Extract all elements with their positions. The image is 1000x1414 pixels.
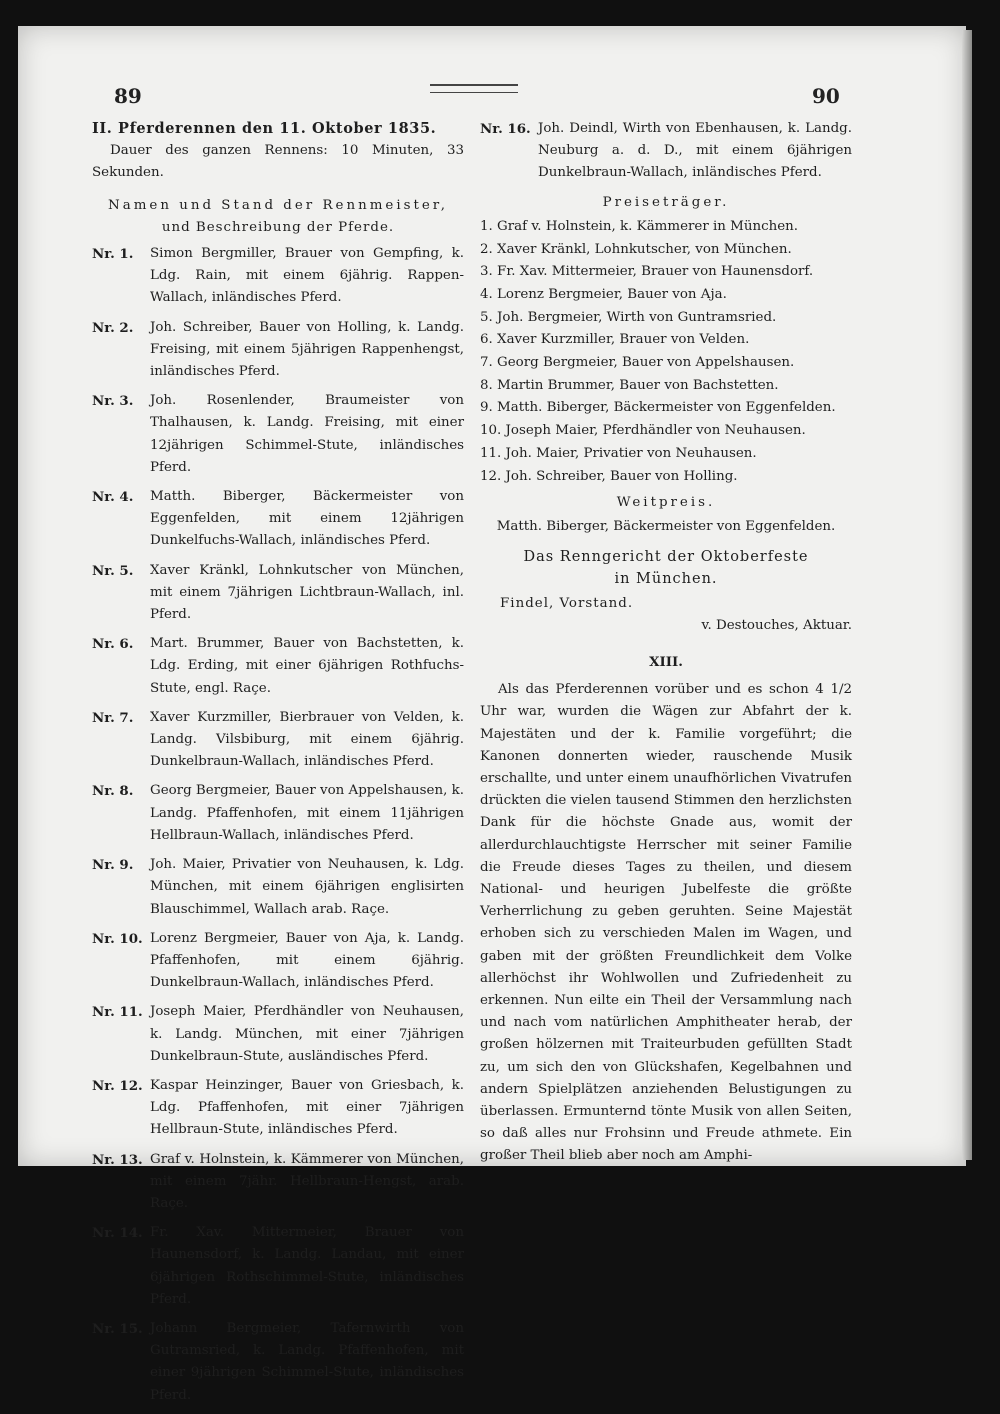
winner-item: 6. Xaver Kurzmiller, Brauer von Velden. (480, 332, 750, 348)
winner-item: 3. Fr. Xav. Mittermeier, Brauer von Haunensdorf. (480, 264, 814, 280)
section-number: XIII. (649, 653, 683, 670)
entrant-number: Nr. 2. (92, 319, 134, 336)
winner-item: 9. Matth. Biberger, Bäckermeister von Eggenfelden. (480, 400, 836, 416)
left-column (92, 118, 464, 1414)
entrant-text: Joseph Maier, Pferdhändler von Neuhausen, k. Landg. München, mit einer 7jährigen Dunkelbraun-Stute, ausländisches Pferd. (150, 1004, 464, 1064)
entrant-entry (92, 317, 464, 384)
right-column (480, 118, 852, 1168)
entrant-entry (92, 1001, 464, 1068)
entrants-subtitle-2: und Beschreibung der Pferde. (161, 219, 395, 235)
entrant-number: Nr. 16. (480, 121, 531, 137)
entrant-number: Nr. 6. (92, 636, 134, 653)
entrant-number: Nr. 13. (92, 1151, 143, 1168)
winners-list (480, 216, 852, 488)
entrant-entry (92, 243, 464, 310)
winners-heading: Preiseträger. (602, 194, 730, 210)
page-number-left: 89 (114, 84, 142, 108)
entrant-text: Matth. Biberger, Bäckermeister von Eggenfelden, mit einem 12jährigen Dunkelfuchs-Wallach, inländisches Pferd. (150, 489, 464, 549)
entrant-text: Xaver Kränkl, Lohnkutscher von München, mit einem 7jährigen Lichtbraun-Wallach, inl. Pferd. (150, 562, 464, 623)
body-paragraph: Als das Pferderennen vorüber und es schon 4 1/2 Uhr war, wurden die Wägen zur Abfahrt der k. Majestäten und der k. Familie vorgeführt; die Kanonen donnerten wieder, rauschende Musik erschallte, und unter einem unaufhörlichen Vivatrufen drückten die vielen tausend Stimmen den herzlichsten Dank für die höchste Gnade aus, womit der allerdurchlauchtigste Herrscher mit seiner Familie die Freude dieses Tages zu theilen, und diesem National- und heurigen Jubelfeste die größte Verherrlichung zu geben geruhten. Seine Majestät erhoben sich zu verschieden Malen im Wagen, und gaben mit der größten Freundlichkeit dem Volke allerhöchst ihr Wohlwollen und Zufriedenheit zu erkennen. Nun eilte ein Theil der Versammlung nach und nach vom natürlichen Amphitheater herab, der großen hölzernen mit Traiteurbuden gefüllten Stadt zu, um sich den von Glückshafen, Kegelbahnen und andern Spielplätzen anziehenden Belustigungen zu überlassen. Ermunternd tönte Musik von allen Seiten, so daß alles nur Frohsinn und Freude athmete. Ein großer Theil blieb aber noch am Amphi- (480, 682, 852, 1164)
winner-item: 4. Lorenz Bergmeier, Bauer von Aja. (480, 286, 727, 302)
side-prize-heading: Weitpreis. (616, 494, 716, 510)
race-court-line-1: Das Renngericht der Oktoberfeste (523, 549, 809, 566)
entrant-number: Nr. 7. (92, 709, 134, 726)
page-edge (962, 30, 972, 1160)
entrant-entry (92, 928, 464, 995)
entrant-text: Johann Bergmeier, Tafernwirth von Gutramsried, k. Landg. Pfaffenhofen, mit einer 9jährigen Schimmel-Stute, inländisches Pferd. (150, 1320, 464, 1403)
entrant-entry (92, 1149, 464, 1216)
entrant-number: Nr. 15. (92, 1320, 143, 1337)
section-title: II. Pferderennen den 11. Oktober 1835. (92, 120, 437, 137)
entrant-text: Kaspar Heinzinger, Bauer von Griesbach, k. Ldg. Pfaffenhofen, mit einer 7jährigen Hellbraun-Stute, inländisches Pferd. (150, 1077, 464, 1138)
winner-item: 10. Joseph Maier, Pferdhändler von Neuhausen. (480, 423, 806, 439)
entrant-entry (92, 1222, 464, 1311)
entrant-text: Georg Bergmeier, Bauer von Appelshausen, k. Landg. Pfaffenhofen, mit einem 11jährigen Hellbraun-Wallach, inländisches Pferd. (150, 783, 464, 843)
winner-item: 2. Xaver Kränkl, Lohnkutscher, von München. (480, 241, 792, 257)
winner-item: 8. Martin Brummer, Bauer von Bachstetten. (480, 377, 779, 393)
entrant-text: Lorenz Bergmeier, Bauer von Aja, k. Landg. Pfaffenhofen, mit einem 6jährig. Dunkelbraun-Wallach, inländisches Pferd. (150, 930, 464, 991)
entrant-number: Nr. 8. (92, 783, 134, 800)
entrant-number: Nr. 3. (92, 393, 134, 410)
entrant-number: Nr. 10. (92, 930, 143, 947)
winner-item: 1. Graf v. Holnstein, k. Kämmerer in München. (480, 218, 799, 234)
entrant-text: Mart. Brummer, Bauer von Bachstetten, k. Ldg. Erding, mit einer 6jährigen Rothfuchs-Stute, engl. Raçe. (150, 636, 464, 696)
entrant-entry (92, 390, 464, 479)
entrant-text: Joh. Schreiber, Bauer von Holling, k. Landg. Freising, mit einem 5jährigen Rappenhengst, inländisches Pferd. (150, 319, 464, 380)
entrant-number: Nr. 9. (92, 857, 134, 874)
entrant-text: Joh. Maier, Privatier von Neuhausen, k. Ldg. München, mit einem 6jährigen englisirten Blauschimmel, Wallach arab. Raçe. (150, 857, 464, 917)
winner-item: 5. Joh. Bergmeier, Wirth von Guntramsried. (480, 309, 777, 325)
entrant-text: Simon Bergmiller, Brauer von Gempfing, k. Ldg. Rain, mit einem 6jährig. Rappen-Wallach, inländisches Pferd. (150, 246, 464, 306)
page-number-right: 90 (812, 84, 840, 108)
entrant-number: Nr. 14. (92, 1225, 143, 1242)
entrant-text: Xaver Kurzmiller, Bierbrauer von Velden, k. Landg. Vilsbiburg, mit einem 6jährig. Dunkelbraun-Wallach, inländisches Pferd. (150, 709, 464, 770)
entrant-text: Joh. Deindl, Wirth von Ebenhausen, k. Landg. Neuburg a. d. D., mit einem 6jährigen Dunkelbraun-Wallach, inländisches Pferd. (538, 121, 852, 181)
entrant-number: Nr. 11. (92, 1004, 143, 1021)
signature-clerk: v. Destouches, Aktuar. (701, 617, 852, 633)
entrants-subtitle-1: Namen und Stand der Rennmeister, (108, 197, 448, 213)
entrant-entry (92, 707, 464, 774)
entrant-entry (92, 1075, 464, 1142)
entrant-text: Joh. Rosenlender, Braumeister von Thalhausen, k. Landg. Freising, mit einer 12jährigen Schimmel-Stute, inländisches Pferd. (150, 393, 464, 475)
entrant-number: Nr. 4. (92, 489, 134, 506)
entrant-entry (480, 118, 852, 185)
entrant-entry (92, 1318, 464, 1407)
entrant-text: Graf v. Holnstein, k. Kämmerer von München, mit einem 7jähr. Hellbraun-Hengst, arab. Raçe. (150, 1151, 464, 1211)
entrant-number: Nr. 1. (92, 246, 134, 263)
race-court-line-2: in München. (614, 571, 718, 588)
side-prize-winner: Matth. Biberger, Bäckermeister von Eggenfelden. (496, 518, 836, 534)
entrant-entry (92, 854, 464, 921)
entrant-entry (92, 780, 464, 847)
entrant-entry (92, 486, 464, 553)
signature-chairman: Findel, Vorstand. (500, 595, 634, 611)
entrant-text: Fr. Xav. Mittermeier, Brauer von Haunensdorf, k. Landg. Landau, mit einer 6jährigen Rothschimmel-Stute, inländisches Pferd. (150, 1225, 464, 1307)
entrant-entry (92, 633, 464, 700)
winner-item: 11. Joh. Maier, Privatier von Neuhausen. (480, 445, 757, 461)
race-duration: Dauer des ganzen Rennens: 10 Minuten, 33 Sekunden. (92, 143, 464, 181)
entrant-number: Nr. 12. (92, 1077, 143, 1094)
entrant-entry (92, 560, 464, 627)
winner-item: 7. Georg Bergmeier, Bauer von Appelshausen. (480, 355, 795, 371)
entrant-number: Nr. 5. (92, 562, 134, 579)
winner-item: 12. Joh. Schreiber, Bauer von Holling. (480, 468, 738, 484)
header-rule (430, 84, 518, 93)
